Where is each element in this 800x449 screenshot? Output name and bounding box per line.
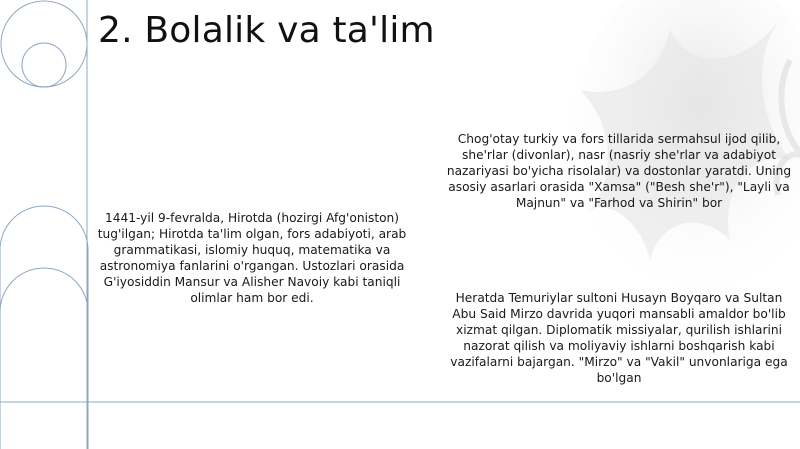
- small-circle: [22, 43, 66, 87]
- arch-inner: [0, 268, 88, 312]
- paragraph-career: Heratda Temuriylar sultoni Husayn Boyqaro va Sultan Abu Said Mirzo davrida yuqori mansabli amaldor bo'lib xizmat qilgan. Diplomatik missiyalar, qurilish ishlarini nazorat qilish va moliyaviy ishlarni boshqarish kabi vazifalarni bajargan. "Mirzo" va "Vakil" unvonlariga ega bo'lgan: [450, 291, 788, 385]
- large-circle: [1, 1, 87, 87]
- paragraph-works: Chog'otay turkiy va fors tillarida sermahsul ijod qilib, she'rlar (divonlar), nasr (nasriy she'rlar va adabiyot nazariyasi bo'yicha risolalar) va dostonlar yaratdi. Uning asosiy asarlari orasida "Xamsa" ("Besh she'r"), "Layli va Majnun" va "Farhod va Shirin" bor: [446, 132, 792, 210]
- paragraph-birth: 1441-yil 9-fevralda, Hirotda (hozirgi Afg'oniston) tug'ilgan; Hirotda ta'lim olgan, fors adabiyoti, arab grammatikasi, islomiy huquq, matematika va astronomiya fanlarini o'rgangan. Ustozlari orasida G'iyosiddin Mansur va Alisher Navoiy kabi taniqli olimlar ham bor edi.: [97, 211, 407, 305]
- slide-title: 2. Bolalik va ta'lim: [98, 10, 435, 51]
- arch-outer: [0, 206, 88, 449]
